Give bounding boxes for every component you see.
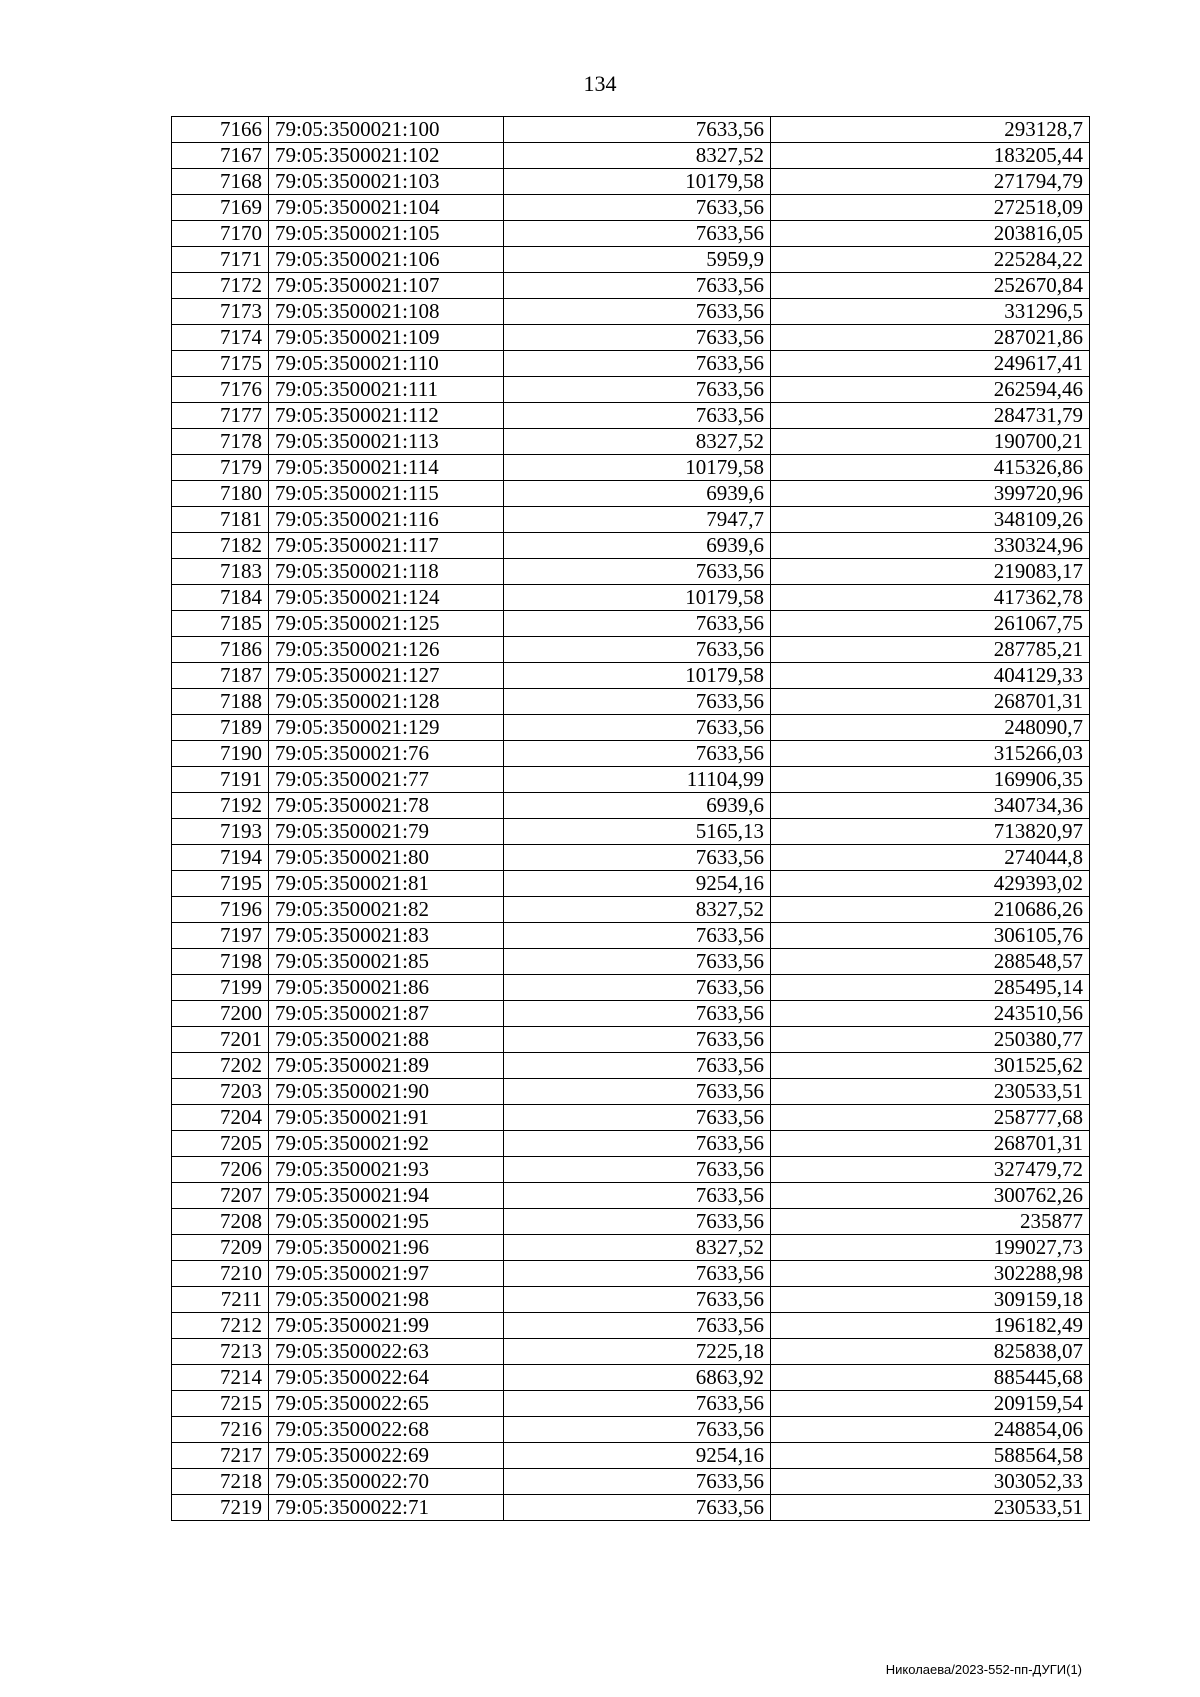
row-number-cell: 7212: [172, 1313, 269, 1339]
cost-value-cell: 268701,31: [771, 689, 1090, 715]
row-number-cell: 7179: [172, 455, 269, 481]
table-row: [172, 611, 1090, 637]
table-row: [172, 1469, 1090, 1495]
table-row: [172, 975, 1090, 1001]
row-number-cell: 7191: [172, 767, 269, 793]
table-row: [172, 1131, 1090, 1157]
row-number-cell: 7210: [172, 1261, 269, 1287]
table-row: [172, 221, 1090, 247]
cadastral-number-cell: 79:05:3500021:105: [269, 221, 504, 247]
cadastral-number-cell: 79:05:3500021:86: [269, 975, 504, 1001]
cadastral-number-cell: 79:05:3500021:112: [269, 403, 504, 429]
cadastral-number-cell: 79:05:3500021:90: [269, 1079, 504, 1105]
row-number-cell: 7204: [172, 1105, 269, 1131]
area-value-cell: 5165,13: [504, 819, 771, 845]
row-number-cell: 7181: [172, 507, 269, 533]
cadastral-number-cell: 79:05:3500022:69: [269, 1443, 504, 1469]
table-row: [172, 585, 1090, 611]
area-value-cell: 9254,16: [504, 871, 771, 897]
area-value-cell: 9254,16: [504, 1443, 771, 1469]
cost-value-cell: 252670,84: [771, 273, 1090, 299]
area-value-cell: 7633,56: [504, 949, 771, 975]
row-number-cell: 7209: [172, 1235, 269, 1261]
row-number-cell: 7205: [172, 1131, 269, 1157]
cadastral-number-cell: 79:05:3500021:118: [269, 559, 504, 585]
cost-value-cell: 219083,17: [771, 559, 1090, 585]
row-number-cell: 7188: [172, 689, 269, 715]
area-value-cell: 7633,56: [504, 1391, 771, 1417]
cost-value-cell: 330324,96: [771, 533, 1090, 559]
row-number-cell: 7200: [172, 1001, 269, 1027]
table-row: [172, 1235, 1090, 1261]
cost-value-cell: 235877: [771, 1209, 1090, 1235]
row-number-cell: 7211: [172, 1287, 269, 1313]
cost-value-cell: 348109,26: [771, 507, 1090, 533]
row-number-cell: 7166: [172, 117, 269, 143]
row-number-cell: 7203: [172, 1079, 269, 1105]
table-row: [172, 1495, 1090, 1521]
cadastral-number-cell: 79:05:3500021:100: [269, 117, 504, 143]
cadastral-number-cell: 79:05:3500021:87: [269, 1001, 504, 1027]
area-value-cell: 6939,6: [504, 793, 771, 819]
row-number-cell: 7182: [172, 533, 269, 559]
table-row: [172, 793, 1090, 819]
area-value-cell: 7947,7: [504, 507, 771, 533]
cost-value-cell: 327479,72: [771, 1157, 1090, 1183]
cost-value-cell: 268701,31: [771, 1131, 1090, 1157]
table-row: [172, 247, 1090, 273]
cadastral-number-cell: 79:05:3500021:103: [269, 169, 504, 195]
table-row: [172, 507, 1090, 533]
cadastral-number-cell: 79:05:3500021:76: [269, 741, 504, 767]
table-row: [172, 1261, 1090, 1287]
cost-value-cell: 272518,09: [771, 195, 1090, 221]
area-value-cell: 7633,56: [504, 273, 771, 299]
area-value-cell: 8327,52: [504, 1235, 771, 1261]
cadastral-number-cell: 79:05:3500021:116: [269, 507, 504, 533]
cadastral-number-cell: 79:05:3500021:89: [269, 1053, 504, 1079]
table-row: [172, 1209, 1090, 1235]
cost-value-cell: 825838,07: [771, 1339, 1090, 1365]
cadastral-number-cell: 79:05:3500021:98: [269, 1287, 504, 1313]
cost-value-cell: 588564,58: [771, 1443, 1090, 1469]
row-number-cell: 7168: [172, 169, 269, 195]
row-number-cell: 7171: [172, 247, 269, 273]
cadastral-number-cell: 79:05:3500021:124: [269, 585, 504, 611]
cost-value-cell: 404129,33: [771, 663, 1090, 689]
table-row: [172, 923, 1090, 949]
area-value-cell: 7633,56: [504, 1261, 771, 1287]
area-value-cell: 7633,56: [504, 1157, 771, 1183]
area-value-cell: 10179,58: [504, 663, 771, 689]
cadastral-number-cell: 79:05:3500021:85: [269, 949, 504, 975]
cadastral-number-cell: 79:05:3500021:88: [269, 1027, 504, 1053]
cost-value-cell: 340734,36: [771, 793, 1090, 819]
area-value-cell: 7633,56: [504, 1001, 771, 1027]
row-number-cell: 7184: [172, 585, 269, 611]
cadastral-number-cell: 79:05:3500021:93: [269, 1157, 504, 1183]
row-number-cell: 7215: [172, 1391, 269, 1417]
table-row: [172, 1183, 1090, 1209]
row-number-cell: 7169: [172, 195, 269, 221]
row-number-cell: 7195: [172, 871, 269, 897]
table-row: [172, 1157, 1090, 1183]
cadastral-number-cell: 79:05:3500022:70: [269, 1469, 504, 1495]
cost-value-cell: 300762,26: [771, 1183, 1090, 1209]
row-number-cell: 7202: [172, 1053, 269, 1079]
cadastral-number-cell: 79:05:3500021:99: [269, 1313, 504, 1339]
cadastral-number-cell: 79:05:3500022:65: [269, 1391, 504, 1417]
row-number-cell: 7217: [172, 1443, 269, 1469]
row-number-cell: 7199: [172, 975, 269, 1001]
row-number-cell: 7174: [172, 325, 269, 351]
row-number-cell: 7187: [172, 663, 269, 689]
table-body: [172, 117, 1090, 1521]
area-value-cell: 7633,56: [504, 689, 771, 715]
area-value-cell: 5959,9: [504, 247, 771, 273]
cost-value-cell: 248854,06: [771, 1417, 1090, 1443]
table-row: [172, 1391, 1090, 1417]
area-value-cell: 7633,56: [504, 1495, 771, 1521]
area-value-cell: 8327,52: [504, 897, 771, 923]
cost-value-cell: 303052,33: [771, 1469, 1090, 1495]
table-row: [172, 273, 1090, 299]
cadastral-number-cell: 79:05:3500021:79: [269, 819, 504, 845]
area-value-cell: 7633,56: [504, 637, 771, 663]
table-row: [172, 169, 1090, 195]
area-value-cell: 7633,56: [504, 1079, 771, 1105]
cadastral-number-cell: 79:05:3500021:111: [269, 377, 504, 403]
cadastral-number-cell: 79:05:3500021:83: [269, 923, 504, 949]
cadastral-number-cell: 79:05:3500021:97: [269, 1261, 504, 1287]
cadastral-number-cell: 79:05:3500021:109: [269, 325, 504, 351]
table-row: [172, 845, 1090, 871]
area-value-cell: 7633,56: [504, 377, 771, 403]
table-row: [172, 559, 1090, 585]
cadastral-number-cell: 79:05:3500021:82: [269, 897, 504, 923]
cadastral-number-cell: 79:05:3500022:63: [269, 1339, 504, 1365]
table-row: [172, 949, 1090, 975]
cadastral-number-cell: 79:05:3500022:68: [269, 1417, 504, 1443]
document-footer-mark: Николаева/2023-552-пп-ДУГИ(1): [885, 1662, 1082, 1677]
row-number-cell: 7192: [172, 793, 269, 819]
cost-value-cell: 284731,79: [771, 403, 1090, 429]
cost-value-cell: 261067,75: [771, 611, 1090, 637]
table-row: [172, 481, 1090, 507]
area-value-cell: 7633,56: [504, 299, 771, 325]
cost-value-cell: 199027,73: [771, 1235, 1090, 1261]
area-value-cell: 7633,56: [504, 325, 771, 351]
cost-value-cell: 203816,05: [771, 221, 1090, 247]
row-number-cell: 7189: [172, 715, 269, 741]
cost-value-cell: 302288,98: [771, 1261, 1090, 1287]
area-value-cell: 7633,56: [504, 1209, 771, 1235]
table-row: [172, 429, 1090, 455]
cadastral-number-cell: 79:05:3500021:78: [269, 793, 504, 819]
cost-value-cell: 415326,86: [771, 455, 1090, 481]
table-row: [172, 1053, 1090, 1079]
cadastral-number-cell: 79:05:3500021:127: [269, 663, 504, 689]
area-value-cell: 7633,56: [504, 559, 771, 585]
area-value-cell: 7633,56: [504, 975, 771, 1001]
table-row: [172, 117, 1090, 143]
cadastral-number-cell: 79:05:3500021:91: [269, 1105, 504, 1131]
cost-value-cell: 315266,03: [771, 741, 1090, 767]
cadastral-number-cell: 79:05:3500021:104: [269, 195, 504, 221]
row-number-cell: 7206: [172, 1157, 269, 1183]
cost-value-cell: 429393,02: [771, 871, 1090, 897]
cost-value-cell: 210686,26: [771, 897, 1090, 923]
page-number: 134: [583, 71, 617, 96]
row-number-cell: 7175: [172, 351, 269, 377]
cadastral-number-cell: 79:05:3500021:126: [269, 637, 504, 663]
row-number-cell: 7178: [172, 429, 269, 455]
row-number-cell: 7216: [172, 1417, 269, 1443]
row-number-cell: 7196: [172, 897, 269, 923]
table-row: [172, 1287, 1090, 1313]
cost-value-cell: 196182,49: [771, 1313, 1090, 1339]
cadastral-number-cell: 79:05:3500021:94: [269, 1183, 504, 1209]
area-value-cell: 7633,56: [504, 845, 771, 871]
cost-value-cell: 301525,62: [771, 1053, 1090, 1079]
table-row: [172, 1079, 1090, 1105]
row-number-cell: 7218: [172, 1469, 269, 1495]
row-number-cell: 7172: [172, 273, 269, 299]
cost-value-cell: 288548,57: [771, 949, 1090, 975]
cost-value-cell: 309159,18: [771, 1287, 1090, 1313]
table-row: [172, 1027, 1090, 1053]
table-row: [172, 1313, 1090, 1339]
area-value-cell: 7633,56: [504, 117, 771, 143]
table-row: [172, 819, 1090, 845]
cost-value-cell: 250380,77: [771, 1027, 1090, 1053]
cadastral-number-cell: 79:05:3500021:106: [269, 247, 504, 273]
area-value-cell: 6939,6: [504, 481, 771, 507]
table-row: [172, 377, 1090, 403]
cadastral-number-cell: 79:05:3500021:117: [269, 533, 504, 559]
area-value-cell: 7633,56: [504, 741, 771, 767]
cadastral-number-cell: 79:05:3500021:114: [269, 455, 504, 481]
area-value-cell: 10179,58: [504, 455, 771, 481]
row-number-cell: 7186: [172, 637, 269, 663]
area-value-cell: 7633,56: [504, 403, 771, 429]
row-number-cell: 7190: [172, 741, 269, 767]
cost-value-cell: 230533,51: [771, 1495, 1090, 1521]
row-number-cell: 7183: [172, 559, 269, 585]
cost-value-cell: 258777,68: [771, 1105, 1090, 1131]
table-row: [172, 1001, 1090, 1027]
row-number-cell: 7173: [172, 299, 269, 325]
cost-value-cell: 262594,46: [771, 377, 1090, 403]
table-row: [172, 1443, 1090, 1469]
row-number-cell: 7208: [172, 1209, 269, 1235]
cost-value-cell: 190700,21: [771, 429, 1090, 455]
row-number-cell: 7177: [172, 403, 269, 429]
area-value-cell: 6939,6: [504, 533, 771, 559]
row-number-cell: 7176: [172, 377, 269, 403]
area-value-cell: 7633,56: [504, 1183, 771, 1209]
area-value-cell: 10179,58: [504, 585, 771, 611]
cost-value-cell: 230533,51: [771, 1079, 1090, 1105]
table-row: [172, 1105, 1090, 1131]
cadastral-number-cell: 79:05:3500021:92: [269, 1131, 504, 1157]
cost-value-cell: 183205,44: [771, 143, 1090, 169]
area-value-cell: 10179,58: [504, 169, 771, 195]
cost-value-cell: 331296,5: [771, 299, 1090, 325]
row-number-cell: 7180: [172, 481, 269, 507]
area-value-cell: 8327,52: [504, 143, 771, 169]
cadastral-number-cell: 79:05:3500021:102: [269, 143, 504, 169]
area-value-cell: 7633,56: [504, 715, 771, 741]
area-value-cell: 7633,56: [504, 1313, 771, 1339]
area-value-cell: 7633,56: [504, 221, 771, 247]
table-row: [172, 767, 1090, 793]
table-row: [172, 637, 1090, 663]
cost-value-cell: 287785,21: [771, 637, 1090, 663]
area-value-cell: 6863,92: [504, 1365, 771, 1391]
area-value-cell: 7633,56: [504, 195, 771, 221]
area-value-cell: 7633,56: [504, 1105, 771, 1131]
cadastral-number-cell: 79:05:3500021:81: [269, 871, 504, 897]
cadastral-number-cell: 79:05:3500021:80: [269, 845, 504, 871]
table-row: [172, 715, 1090, 741]
table-row: [172, 689, 1090, 715]
cost-value-cell: 225284,22: [771, 247, 1090, 273]
cadastral-number-cell: 79:05:3500021:113: [269, 429, 504, 455]
table-row: [172, 351, 1090, 377]
cadastral-number-cell: 79:05:3500021:129: [269, 715, 504, 741]
cadastral-number-cell: 79:05:3500021:96: [269, 1235, 504, 1261]
table-row: [172, 1365, 1090, 1391]
cost-value-cell: 417362,78: [771, 585, 1090, 611]
table-row: [172, 143, 1090, 169]
area-value-cell: 7633,56: [504, 1287, 771, 1313]
table-row: [172, 741, 1090, 767]
table-row: [172, 1339, 1090, 1365]
cost-value-cell: 713820,97: [771, 819, 1090, 845]
row-number-cell: 7194: [172, 845, 269, 871]
cadastral-number-cell: 79:05:3500021:77: [269, 767, 504, 793]
cadastral-number-cell: 79:05:3500021:107: [269, 273, 504, 299]
cost-value-cell: 885445,68: [771, 1365, 1090, 1391]
row-number-cell: 7185: [172, 611, 269, 637]
cost-value-cell: 306105,76: [771, 923, 1090, 949]
cadastral-number-cell: 79:05:3500021:128: [269, 689, 504, 715]
cost-value-cell: 248090,7: [771, 715, 1090, 741]
table-row: [172, 299, 1090, 325]
table-row: [172, 897, 1090, 923]
area-value-cell: 7633,56: [504, 1027, 771, 1053]
row-number-cell: 7201: [172, 1027, 269, 1053]
row-number-cell: 7197: [172, 923, 269, 949]
table-row: [172, 871, 1090, 897]
table-row: [172, 533, 1090, 559]
area-value-cell: 7633,56: [504, 351, 771, 377]
cost-value-cell: 293128,7: [771, 117, 1090, 143]
table-row: [172, 195, 1090, 221]
row-number-cell: 7219: [172, 1495, 269, 1521]
area-value-cell: 7633,56: [504, 611, 771, 637]
area-value-cell: 7633,56: [504, 1417, 771, 1443]
cadastral-number-cell: 79:05:3500021:125: [269, 611, 504, 637]
area-value-cell: 7633,56: [504, 1131, 771, 1157]
row-number-cell: 7193: [172, 819, 269, 845]
cadastral-number-cell: 79:05:3500021:95: [269, 1209, 504, 1235]
table-row: [172, 403, 1090, 429]
table-row: [172, 325, 1090, 351]
cadastral-number-cell: 79:05:3500021:115: [269, 481, 504, 507]
data-table: [171, 116, 1090, 1521]
row-number-cell: 7198: [172, 949, 269, 975]
cost-value-cell: 271794,79: [771, 169, 1090, 195]
cost-value-cell: 274044,8: [771, 845, 1090, 871]
area-value-cell: 7633,56: [504, 923, 771, 949]
cost-value-cell: 249617,41: [771, 351, 1090, 377]
cost-value-cell: 209159,54: [771, 1391, 1090, 1417]
cost-value-cell: 285495,14: [771, 975, 1090, 1001]
area-value-cell: 7633,56: [504, 1469, 771, 1495]
cadastral-number-cell: 79:05:3500021:110: [269, 351, 504, 377]
row-number-cell: 7170: [172, 221, 269, 247]
cadastral-number-cell: 79:05:3500022:71: [269, 1495, 504, 1521]
row-number-cell: 7207: [172, 1183, 269, 1209]
area-value-cell: 7633,56: [504, 1053, 771, 1079]
cost-value-cell: 287021,86: [771, 325, 1090, 351]
area-value-cell: 11104,99: [504, 767, 771, 793]
row-number-cell: 7214: [172, 1365, 269, 1391]
cadastral-number-cell: 79:05:3500022:64: [269, 1365, 504, 1391]
area-value-cell: 8327,52: [504, 429, 771, 455]
table-row: [172, 1417, 1090, 1443]
cost-value-cell: 399720,96: [771, 481, 1090, 507]
area-value-cell: 7225,18: [504, 1339, 771, 1365]
table-row: [172, 455, 1090, 481]
row-number-cell: 7213: [172, 1339, 269, 1365]
table-row: [172, 663, 1090, 689]
row-number-cell: 7167: [172, 143, 269, 169]
cost-value-cell: 169906,35: [771, 767, 1090, 793]
cadastral-number-cell: 79:05:3500021:108: [269, 299, 504, 325]
cost-value-cell: 243510,56: [771, 1001, 1090, 1027]
